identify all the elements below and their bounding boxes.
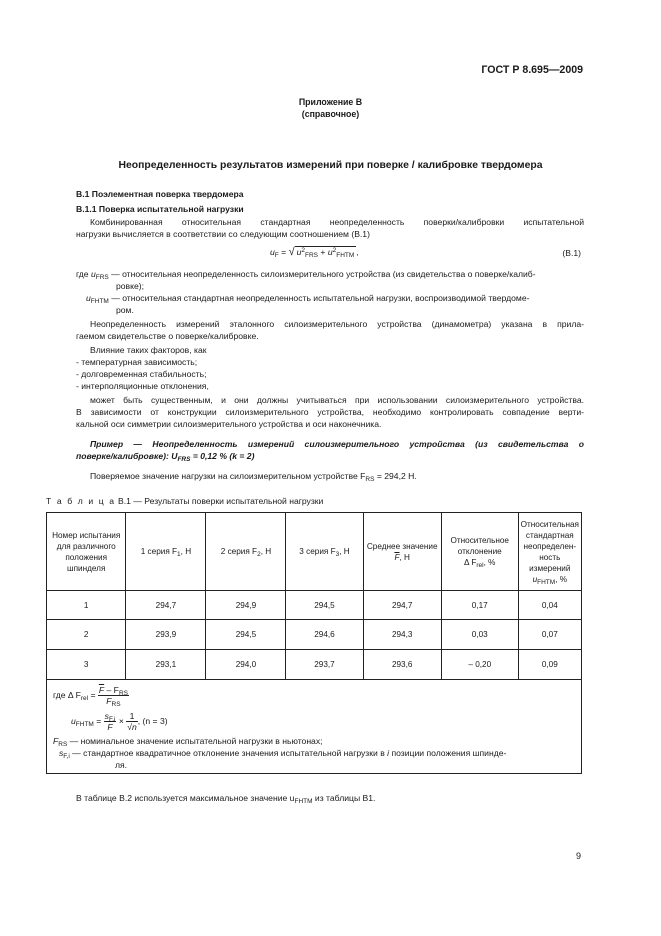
standard-code: ГОСТ Р 8.695—2009 (481, 64, 583, 76)
section-b1: В.1 Поэлементная поверка твердомера (76, 189, 244, 199)
table-cell: 294,3 (363, 620, 441, 650)
factor-3: - интерполяционные отклонения, (76, 381, 209, 391)
table-cell: 294,9 (206, 591, 286, 620)
table-cell: 294,5 (206, 620, 286, 650)
table-cell: 294,5 (286, 591, 363, 620)
main-title: Неопределенность результатов измерений при поверке / калибровке твердомера (118, 160, 543, 171)
table-cell: 0,07 (518, 620, 581, 650)
header-series-3: 3 серия $F_3$, Н (286, 513, 363, 591)
table-caption: Т а б л и ц а В.1 — Результаты поверки испытательной нагрузки (46, 496, 324, 506)
table-cell: 294,0 (206, 650, 286, 680)
table-cell: 0,17 (441, 591, 518, 620)
paragraph-2-line-2: гаемом свидетельстве о поверке/калибровке. (76, 331, 259, 341)
table-cell: 294,6 (286, 620, 363, 650)
table-cell: 0,09 (518, 650, 581, 680)
table-cell: 2 (47, 620, 126, 650)
definition-ufhtm-cont: ром. (116, 305, 134, 315)
note-sf-cont: ля. (115, 760, 128, 770)
results-table (46, 512, 582, 680)
table-cell: 293,9 (126, 620, 206, 650)
equation-b1: $u_F$ = √ $u^2_{FRS} + u^2_{FHTM}$ , (270, 246, 359, 259)
annex-type: (справочное) (301, 109, 360, 119)
definition-ufrs-cont: ровке); (116, 281, 145, 291)
paragraph-4-line-3: кальной оси симметрии силоизмерительного устройства и оси наконечника. (76, 419, 382, 429)
paragraph-4-line-1: может быть существенным, и они должны учитываться при использовании силоизмерительного устройства. (90, 395, 584, 405)
page-number: 9 (575, 851, 581, 861)
note-sf: $s_{F,i}$ — стандартное квадратичное отклонение значения испытательной нагрузки в i позиции положения шпинде- (59, 748, 507, 760)
header-series-2: 2 серия $F_2$, Н (206, 513, 286, 591)
equation-label: (В.1) (562, 248, 581, 258)
table-cell: 0,03 (441, 620, 518, 650)
table-cell: 293,7 (286, 650, 363, 680)
table-cell: – 0,20 (441, 650, 518, 680)
section-b11: В.1.1 Поверка испытательной нагрузки (76, 204, 244, 214)
table-cell: 3 (47, 650, 126, 680)
paragraph-1-line-2: нагрузки вычисляется в соответствии со следующим соотношением (В.1) (76, 229, 370, 239)
bottom-paragraph: В таблице В.2 используется максимальное значение $u_{FHTM}$ из таблицы В1. (76, 793, 376, 805)
table-header-row (47, 513, 582, 591)
table-cell: 0,04 (518, 591, 581, 620)
table-row (47, 620, 582, 650)
note-delta-formula: где Δ $F_{rel}$ = $\frac{\overline{F} - F_{RS}}{F_{RS}}$ (53, 685, 128, 708)
table-row (47, 650, 582, 680)
header-relative-uncertainty: Относительная стандартная неопределен-ность измерений $u_{FHTM}$, % (518, 513, 581, 591)
definition-ufhtm: $u_{FHTM}$ — относительная стандартная неопределенность испытательной нагрузки, воспроизводимой твердоме- (86, 293, 530, 305)
table-cell: 293,6 (363, 650, 441, 680)
header-series-1: 1 серия $F_1$, Н (126, 513, 206, 591)
table-row (47, 591, 582, 620)
annex-title: Приложение В (298, 97, 363, 107)
header-test-number: Номер испытания для различного положения шпинделя (47, 513, 126, 591)
table-cell: 294,7 (126, 591, 206, 620)
load-value: Поверяемое значение нагрузки на силоизмерительном устройстве $F_{RS} = 294,2$ Н. (90, 471, 417, 483)
paragraph-2-line-1: Неопределенность измерений эталонного силоизмерительного устройства (динамометра) указана в прила- (90, 319, 584, 329)
note-u-formula: $u_{FHTM}$ = $\frac{s_{F,i}}{F}$ × $\frac{1}{√n}$ , (n = 3) (71, 711, 168, 732)
example-line-2: поверке/калибровке): $U_{FRS} = 0,12$ % (k = 2) (76, 451, 255, 463)
factor-1: - температурная зависимость; (76, 357, 198, 367)
paragraph-4-line-2: В зависимости от конструкции силоизмерительного устройства, необходимо контролировать совпадение верти- (76, 407, 584, 417)
table-cell: 293,1 (126, 650, 206, 680)
example-line-1: Пример — Неопределенность измерений силоизмерительного устройства (из свидетельства о (90, 439, 584, 449)
factor-2: - долговременная стабильность; (76, 369, 207, 379)
definition-ufrs: где $u_{FRS}$ — относительная неопределенность силоизмерительного устройства (из свидетельства о поверке/калиб- (76, 269, 536, 281)
note-frs: $F_{RS}$ — номинальное значение испытательной нагрузки в ньютонах; (53, 736, 323, 748)
header-relative-deviation: Относительное отклонение Δ $F_{rel}$, % (441, 513, 518, 591)
table-cell: 294,7 (363, 591, 441, 620)
table-cell: 1 (47, 591, 126, 620)
header-mean: Среднее значение $\overline{F}$, Н (363, 513, 441, 591)
table-notes (46, 679, 582, 774)
paragraph-1-line-1: Комбинированная относительная стандартная неопределенность поверки/калибровки испытательной (90, 217, 584, 227)
paragraph-3: Влияние таких факторов, как (90, 345, 207, 355)
